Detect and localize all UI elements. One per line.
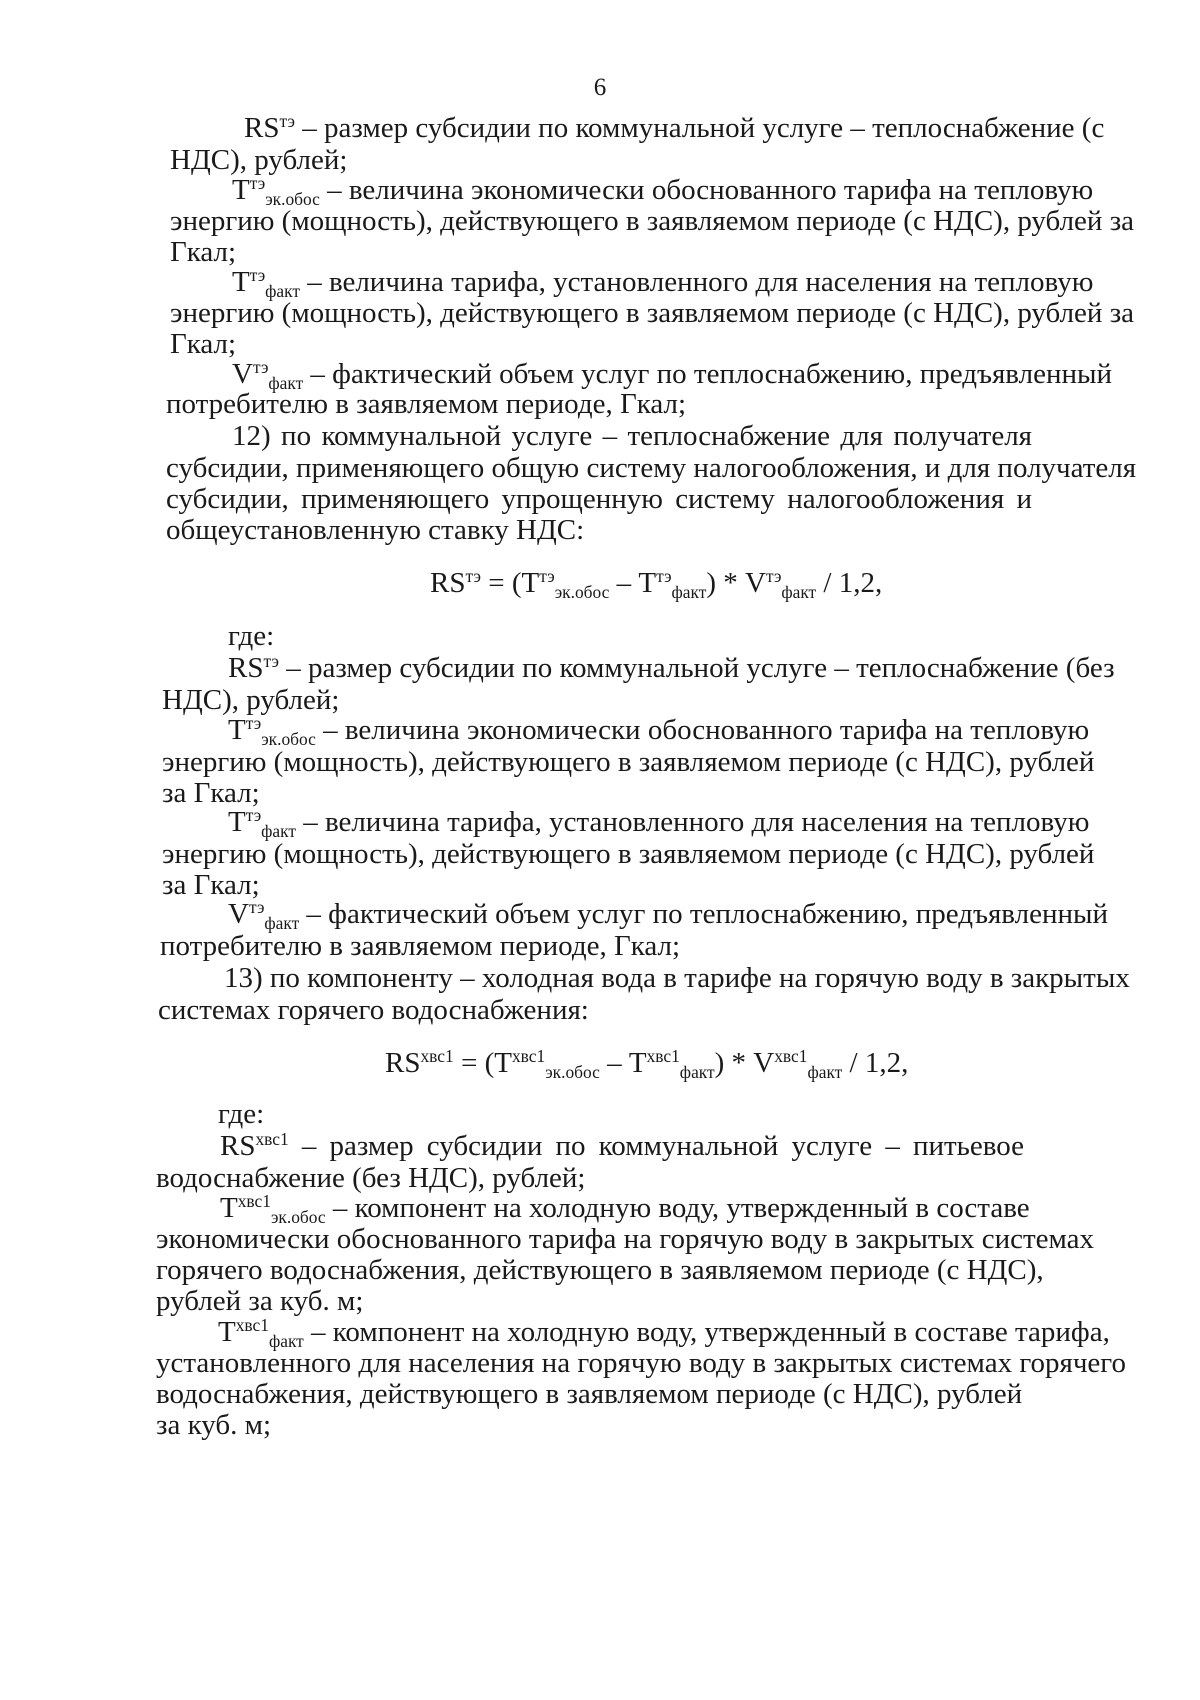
formula-term-superscript: тэ [539, 566, 555, 587]
symbol: T [228, 714, 246, 746]
formula-lhs-superscript: хвс1 [420, 1046, 454, 1067]
definition-text: – фактический объем услуг по теплоснабжению, предъявленный [303, 358, 1112, 390]
definition-line: горячего водоснабжения, действующего в заявляемом периоде (с НДС), [156, 1254, 1044, 1286]
paragraph-line: 12) по коммунальной услуге – теплоснабжение для получателя [232, 420, 1032, 452]
symbol-superscript: тэ [252, 357, 269, 378]
definition-line-first [220, 1130, 1024, 1162]
definition-line: водоснабжения, действующего в заявляемом периоде (с НДС), рублей [156, 1378, 1023, 1410]
definition-line: энергию (мощность), действующего в заявляемом периоде (с НДС), рублей [162, 746, 1095, 778]
symbol: RS [220, 1130, 256, 1162]
definition-line-first [232, 265, 1094, 302]
formula-minus: – [609, 567, 639, 599]
symbol-subscript: факт [264, 913, 300, 934]
symbol: V [228, 898, 249, 930]
symbol-superscript: хвс1 [237, 1191, 271, 1212]
symbol-superscript: тэ [249, 265, 266, 286]
where-label: где: [218, 1098, 265, 1130]
symbol: T [218, 1316, 236, 1348]
definition-line: потребителю в заявляемом периоде, Гкал; [166, 388, 687, 420]
formula-term-subscript: факт [671, 582, 707, 603]
formula-12 [430, 566, 883, 603]
formula-multiply: ) * [706, 567, 745, 599]
symbol-subscript: факт [265, 281, 300, 302]
formula-term-superscript: хвс1 [774, 1046, 808, 1067]
symbol-superscript: хвс1 [255, 1129, 289, 1150]
definition-line: энергию (мощность), действующего в заявляемом периоде (с НДС), рублей за [170, 297, 1135, 329]
definition-line: за Гкал; [162, 869, 260, 901]
symbol: RS [228, 652, 264, 684]
formula-term-subscript: факт [679, 1062, 715, 1083]
formula-term-superscript: тэ [656, 566, 672, 587]
symbol: T [232, 266, 250, 298]
where-label: где: [228, 620, 275, 652]
symbol-subscript: эк.обос [261, 729, 316, 750]
definition-line: за Гкал; [162, 777, 260, 809]
definition-line: Гкал; [170, 236, 237, 268]
definition-text: – фактический объем услуг по теплоснабжению, предъявленный [299, 898, 1108, 930]
formula-term-subscript: эк.обос [554, 582, 610, 603]
formula-13 [385, 1046, 909, 1083]
definition-text: – компонент на холодную воду, утвержденный в составе [325, 1192, 1030, 1224]
formula-lhs-superscript: тэ [465, 566, 481, 587]
formula-tail: / 1,2, [816, 567, 883, 599]
definition-text: – величина экономически обоснованного тарифа на тепловую [315, 714, 1090, 746]
definition-line-first [220, 1191, 1030, 1228]
formula-lhs: RS [385, 1047, 421, 1079]
symbol: T [228, 806, 246, 838]
formula-term-superscript: тэ [765, 566, 782, 587]
formula-minus: – [599, 1047, 629, 1079]
formula-lhs: RS [430, 567, 466, 599]
symbol-subscript: эк.обос [265, 189, 320, 210]
definition-line: экономически обоснованного тарифа на горячую воду в закрытых системах [156, 1223, 1095, 1255]
symbol-subscript: факт [268, 373, 304, 394]
definition-line-first [244, 111, 1105, 144]
definition-line-first [218, 1315, 1110, 1352]
definition-text: – размер субсидии по коммунальной услуге – питьевое [288, 1130, 1024, 1162]
symbol-subscript: факт [261, 821, 296, 842]
formula-term: V [744, 567, 766, 599]
paragraph-line: 13) по компоненту – холодная вода в тарифе на горячую воду в закрытых [224, 962, 1130, 994]
symbol-superscript: тэ [263, 651, 279, 672]
definition-line-first [228, 713, 1090, 750]
symbol: T [232, 174, 250, 206]
formula-term-superscript: хвс1 [646, 1046, 680, 1067]
symbol-superscript: тэ [245, 805, 262, 826]
paragraph-line: общеустановленную ставку НДС: [166, 514, 585, 546]
definition-text: – величина тарифа, установленного для населения на тепловую [295, 806, 1090, 838]
definition-line: энергию (мощность), действующего в заявляемом периоде (с НДС), рублей [162, 838, 1095, 870]
page-number: 6 [593, 74, 607, 101]
definition-line-first [228, 897, 1108, 934]
definition-text: – размер субсидии по коммунальной услуге – теплоснабжение (с [294, 112, 1105, 144]
definition-line-first [228, 651, 1115, 684]
definition-line: НДС), рублей; [170, 144, 348, 176]
symbol: V [232, 358, 253, 390]
formula-equals: = ( [480, 567, 522, 599]
definition-text: – компонент на холодную воду, утвержденный в составе тарифа, [303, 1316, 1110, 1348]
definition-line: установленного для населения на горячую воду в закрытых системах горячего [156, 1347, 1126, 1379]
definition-line: водоснабжение (без НДС), рублей; [156, 1162, 586, 1194]
paragraph-line: субсидии, применяющего упрощенную систему налогообложения и [166, 483, 1032, 515]
definition-line: потребителю в заявляемом периоде, Гкал; [160, 930, 681, 962]
formula-equals: = ( [453, 1047, 495, 1079]
formula-tail: / 1,2, [842, 1047, 909, 1079]
formula-term: T [521, 567, 540, 599]
symbol-superscript: тэ [279, 111, 295, 132]
definition-text: – величина тарифа, установленного для населения на тепловую [299, 266, 1094, 298]
definition-line-first [228, 805, 1090, 842]
symbol-superscript: тэ [248, 897, 265, 918]
symbol-superscript: тэ [245, 713, 262, 734]
definition-line: НДС), рублей; [162, 684, 340, 716]
definition-text: – размер субсидии по коммунальной услуге – теплоснабжение (без [278, 652, 1115, 684]
formula-term-superscript: хвс1 [511, 1046, 546, 1067]
symbol-superscript: тэ [249, 173, 266, 194]
definition-line: за куб. м; [156, 1409, 272, 1441]
paragraph-line: субсидии, применяющего общую систему налогообложения, и для получателя [166, 452, 1137, 484]
formula-term-subscript: факт [807, 1062, 843, 1083]
formula-term: T [638, 567, 657, 599]
definition-line: рублей за куб. м; [156, 1285, 364, 1317]
symbol-subscript: факт [268, 1331, 304, 1352]
formula-term: T [494, 1047, 512, 1079]
definition-text: – величина экономически обоснованного тарифа на тепловую [319, 174, 1094, 206]
formula-term: V [753, 1047, 775, 1079]
definition-line-first [232, 173, 1094, 210]
symbol: T [220, 1192, 238, 1224]
formula-term-subscript: факт [781, 582, 817, 603]
paragraph-line: системах горячего водоснабжения: [158, 994, 589, 1026]
definition-line-first [232, 357, 1112, 394]
symbol-superscript: хвс1 [235, 1315, 269, 1336]
formula-multiply: ) * [714, 1047, 754, 1079]
definition-line: Гкал; [170, 328, 237, 360]
formula-term-subscript: эк.обос [545, 1062, 600, 1083]
symbol-subscript: эк.обос [270, 1207, 326, 1228]
definition-line: энергию (мощность), действующего в заявляемом периоде (с НДС), рублей за [170, 205, 1135, 237]
symbol: RS [244, 112, 280, 144]
formula-term: T [628, 1047, 647, 1079]
